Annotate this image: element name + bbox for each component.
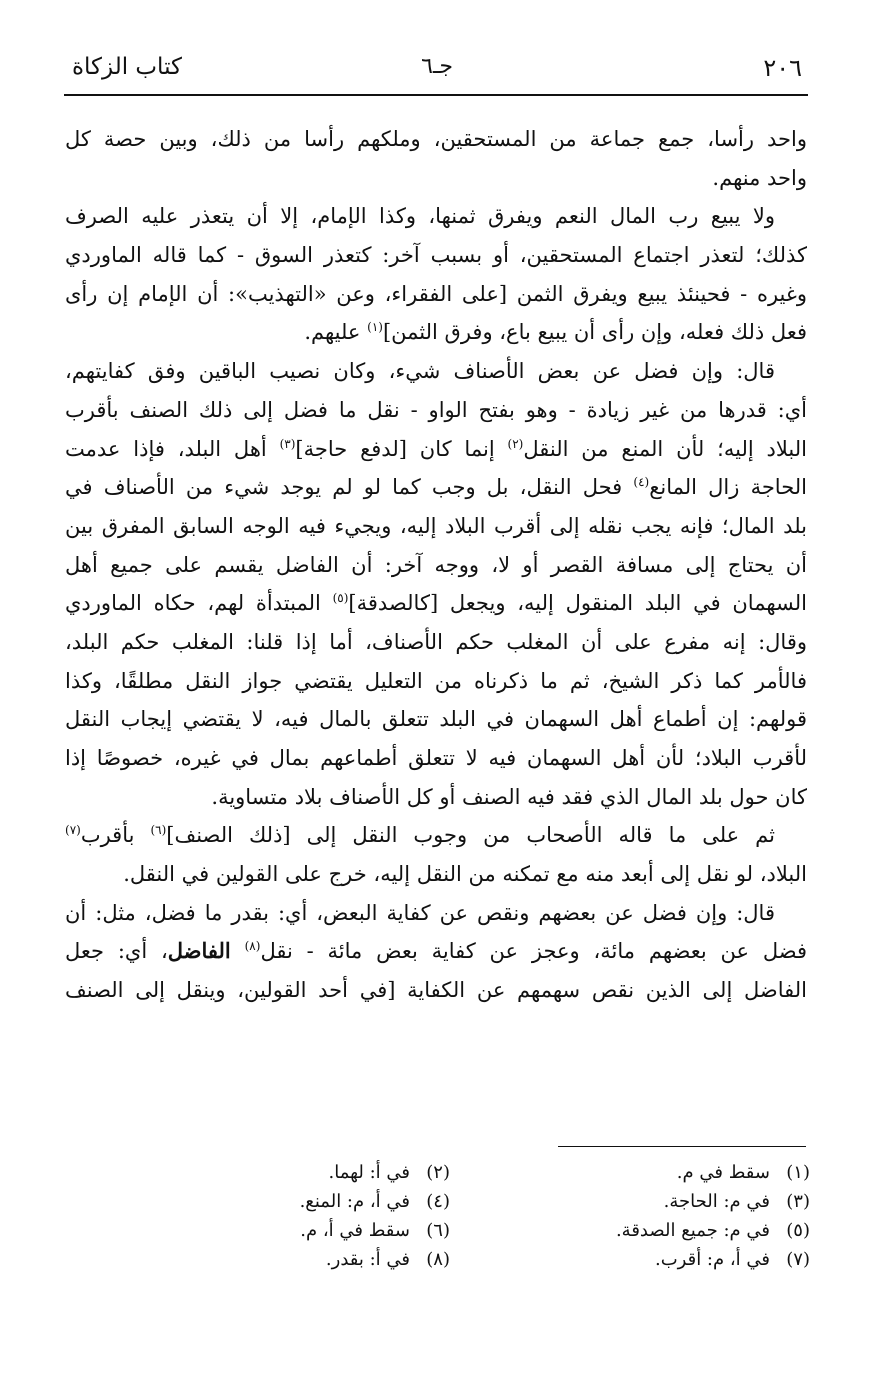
footnote-row — [80, 1158, 810, 1187]
footnote-ref: (١) — [367, 320, 383, 335]
footnote: (٣)في م: الحاجة. — [663, 1191, 810, 1212]
text-line: البلاد إليه؛ لأن المنع من النقل$^{(٢)}$ إنما كان [لدفع حاجة]$^{(٣)}$ أهل البلد، فإذا عدمت — [65, 436, 807, 461]
footnote: (٧)في أ، م: أقرب. — [655, 1249, 810, 1270]
text-line: واحد رأسا، جمع جماعة من المستحقين، وملكهم رأسا من ذلك، وبين حصة كل — [65, 127, 807, 151]
footnote: (٥)في م: جميع الصدقة. — [615, 1220, 810, 1241]
footnote-ref: (٧) — [65, 823, 81, 838]
page-number: ٢٠٦ — [763, 54, 802, 82]
footnote-ref: (٤) — [633, 475, 650, 490]
text-line: واحد منهم. — [712, 165, 807, 190]
footnote-ref: (٥) — [332, 591, 349, 606]
text-line: أن يحتاج إلى مسافة القصر أو لا، ووجه آخر: أن الفاضل يقسم على جميع أهل — [65, 552, 807, 577]
footnote-ref: (٢) — [507, 436, 524, 451]
footnotes — [80, 1158, 810, 1274]
text-line: ولا يبيع رب المال النعم ويفرق ثمنها، وكذا الإمام، إلا أن يتعذر عليه الصرف — [65, 204, 775, 229]
bold-term: الفاضل — [167, 938, 231, 964]
page-header — [72, 50, 802, 90]
footnote-divider — [558, 1146, 806, 1147]
footnote: (٤)في أ، م: المنع. — [299, 1191, 450, 1212]
book-title: كتاب الزكاة — [72, 54, 182, 80]
footnote-row — [80, 1216, 810, 1245]
footnote-ref: (٦) — [150, 823, 167, 838]
text-line: الفاضل إلى الذين نقص سهمهم عن الكفاية [في أحد القولين، وينقل إلى الصنف — [65, 978, 807, 1003]
text-line: لأقرب البلاد؛ لأن أهل السهمان فيه لا تتعلق أطماعهم بمال في غيره، خصوصًا إذا — [65, 746, 807, 770]
text-line: فالأمر كما ذكر الشيخ، ثم ما ذكرناه من التعليل يقتضي جواز النقل مطلقًا، وكذا — [65, 668, 807, 693]
text-line: قال: وإن فضل عن بعضهم ونقص عن كفاية البعض، أي: بقدر ما فضل، مثل: أن — [65, 900, 775, 925]
text-line: فعل ذلك فعله، وإن رأى أن يبيع باع، وفرق الثمن]$^{(١)}$ عليهم. — [304, 320, 807, 345]
header-divider — [64, 94, 808, 96]
footnote: (٢)في أ: لهما. — [328, 1162, 450, 1183]
text-line: البلاد، لو نقل إلى أبعد منه مع تمكنه من النقل إليه، خرج على القولين في النقل. — [123, 862, 807, 887]
text-line: ثم على ما قاله الأصحاب من وجوب النقل إلى [ذلك الصنف]$^{(٦)}$ بأقرب$^{(٧)}$ — [65, 823, 775, 848]
volume-label: جـ٦ — [421, 54, 453, 79]
text-line: قال: وإن فضل عن بعض الأصناف شيء، وكان نصيب الباقين وفق كفايتهم، — [65, 359, 775, 384]
footnote-row — [80, 1187, 810, 1216]
text-line: كذلك؛ لتعذر اجتماع المستحقين، أو بسبب آخر: كتعذر السوق - كما قاله الماوردي — [65, 243, 807, 268]
footnote-ref: (٨) — [244, 939, 261, 954]
footnote: (١)سقط في م. — [676, 1162, 810, 1183]
text-line: كان حول بلد المال الذي فقد فيه الصنف أو كل الأصناف بلاد متساوية. — [211, 784, 807, 809]
main-text — [65, 120, 807, 1010]
text-line: أي: قدرها من غير زيادة - وهو بفتح الواو - نقل ما فضل إلى ذلك الصنف بأقرب — [65, 397, 807, 422]
text-line: وقال: إنه مفرع على أن المغلب حكم الأصناف، أما إذا قلنا: المغلب حكم البلد، — [65, 629, 807, 654]
footnote: (٦)سقط في أ، م. — [300, 1220, 450, 1241]
text-line: وغيره - فحينئذ يبيع ويفرق الثمن [على الفقراء، وعن «التهذيب»: أن الإمام إن رأى — [65, 281, 807, 306]
text-line: الحاجة زال المانع$^{(٤)}$ فحل النقل، بل وجب كما لو لم يوجد شيء من الأصناف في — [65, 475, 807, 500]
text-line: السهمان في البلد المنقول إليه، ويجعل [كالصدقة]$^{(٥)}$ المبتدأة لهم، حكاه الماوردي — [65, 591, 807, 616]
footnote: (٨)في أ: بقدر. — [325, 1249, 450, 1270]
text-line: قولهم: إن أطماع أهل السهمان في البلد تتعلق بالمال فيه، لا يقتضي إيجاب النقل — [65, 707, 807, 732]
text-line: فضل عن بعضهم مائة، وعجز عن كفاية بعض مائة - نقل$^{(٨)}$ الفاضل، أي: جعل — [65, 938, 807, 964]
footnote-ref: (٣) — [279, 436, 296, 451]
footnote-row — [80, 1245, 810, 1274]
text-line: بلد المال؛ فإنه يجب نقله إلى أقرب البلاد إليه، ويجيء فيه الوجه السابق المفرق بين — [65, 513, 807, 538]
